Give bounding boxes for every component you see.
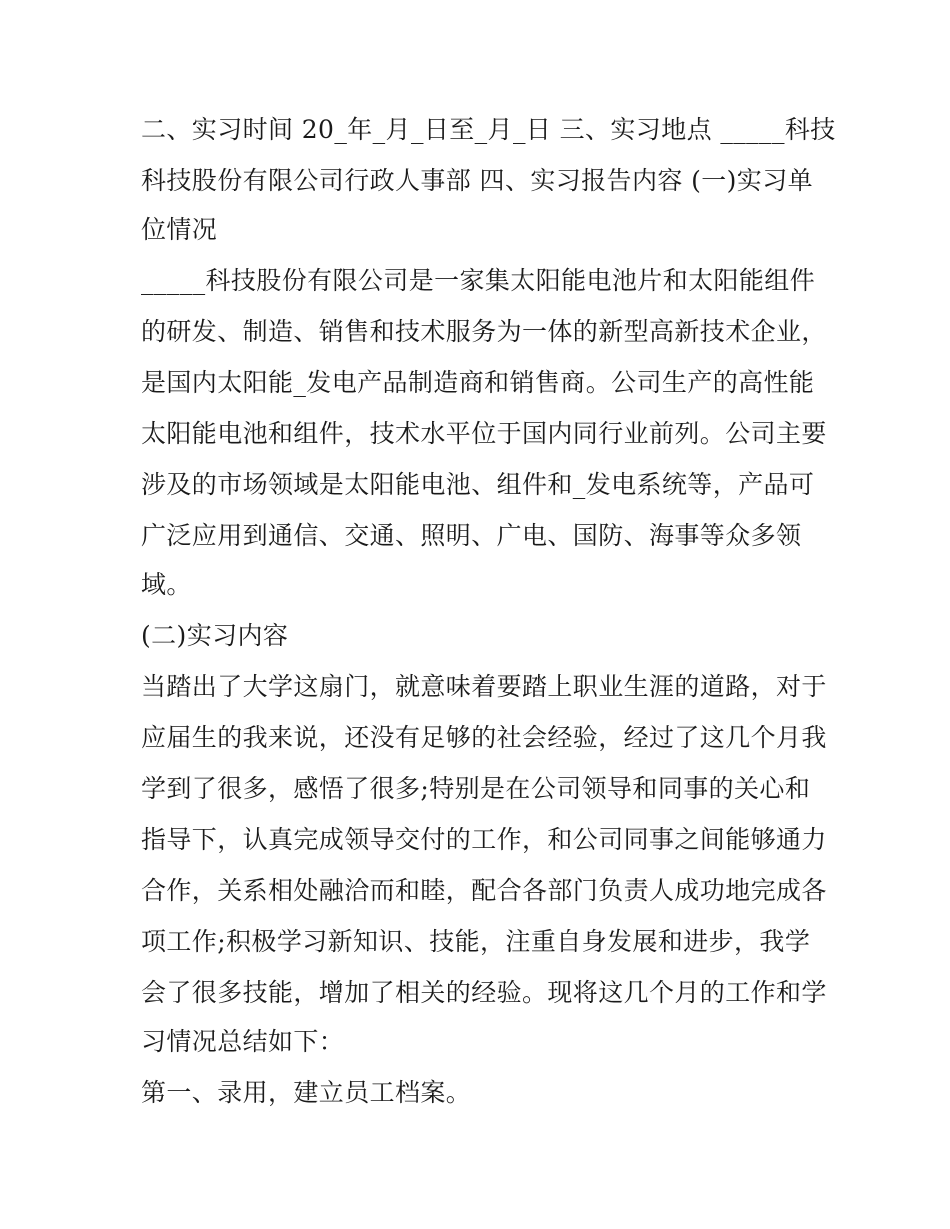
text-line: 项工作;积极学习新知识、技能，注重自身发展和进步，我学: [141, 927, 811, 956]
text-line: 二、实习时间 20_年_月_日至_月_日 三、实习地点 _____科技: [141, 115, 836, 144]
text-line: 科技股份有限公司行政人事部 四、实习报告内容 (一)实习单: [141, 166, 814, 195]
text-line: 广泛应用到通信、交通、照明、广电、国防、海事等众多领: [141, 521, 802, 550]
text-line: 域。: [141, 570, 192, 599]
text-line: 位情况: [141, 215, 218, 244]
text-line: 第一、录用，建立员工档案。: [141, 1078, 472, 1107]
text-line: _____科技股份有限公司是一家集太阳能电池片和太阳能组件: [141, 266, 816, 295]
text-line: 是国内太阳能_发电产品制造商和销售商。公司生产的高性能: [141, 368, 815, 397]
text-line: 的研发、制造、销售和技术服务为一体的新型高新技术企业，: [141, 317, 827, 346]
text-line: 合作，关系相处融洽而和睦，配合各部门负责人成功地完成各: [141, 876, 827, 905]
text-line: 太阳能电池和组件，技术水平位于国内同行业前列。公司主要: [141, 419, 827, 448]
text-line: 学到了很多，感悟了很多;特别是在公司领导和同事的关心和: [141, 774, 811, 803]
text-line: 习情况总结如下：: [141, 1027, 345, 1056]
text-line: 应届生的我来说，还没有足够的社会经验，经过了这几个月我: [141, 723, 827, 752]
text-line: 当踏出了大学这扇门，就意味着要踏上职业生涯的道路，对于: [141, 672, 827, 701]
section-heading: (二)实习内容: [141, 621, 289, 650]
text-line: 会了很多技能，增加了相关的经验。现将这几个月的工作和学: [141, 978, 827, 1007]
text-line: 指导下，认真完成领导交付的工作，和公司同事之间能够通力: [141, 825, 827, 854]
text-line: 涉及的市场领域是太阳能电池、组件和_发电系统等，产品可: [141, 470, 815, 499]
